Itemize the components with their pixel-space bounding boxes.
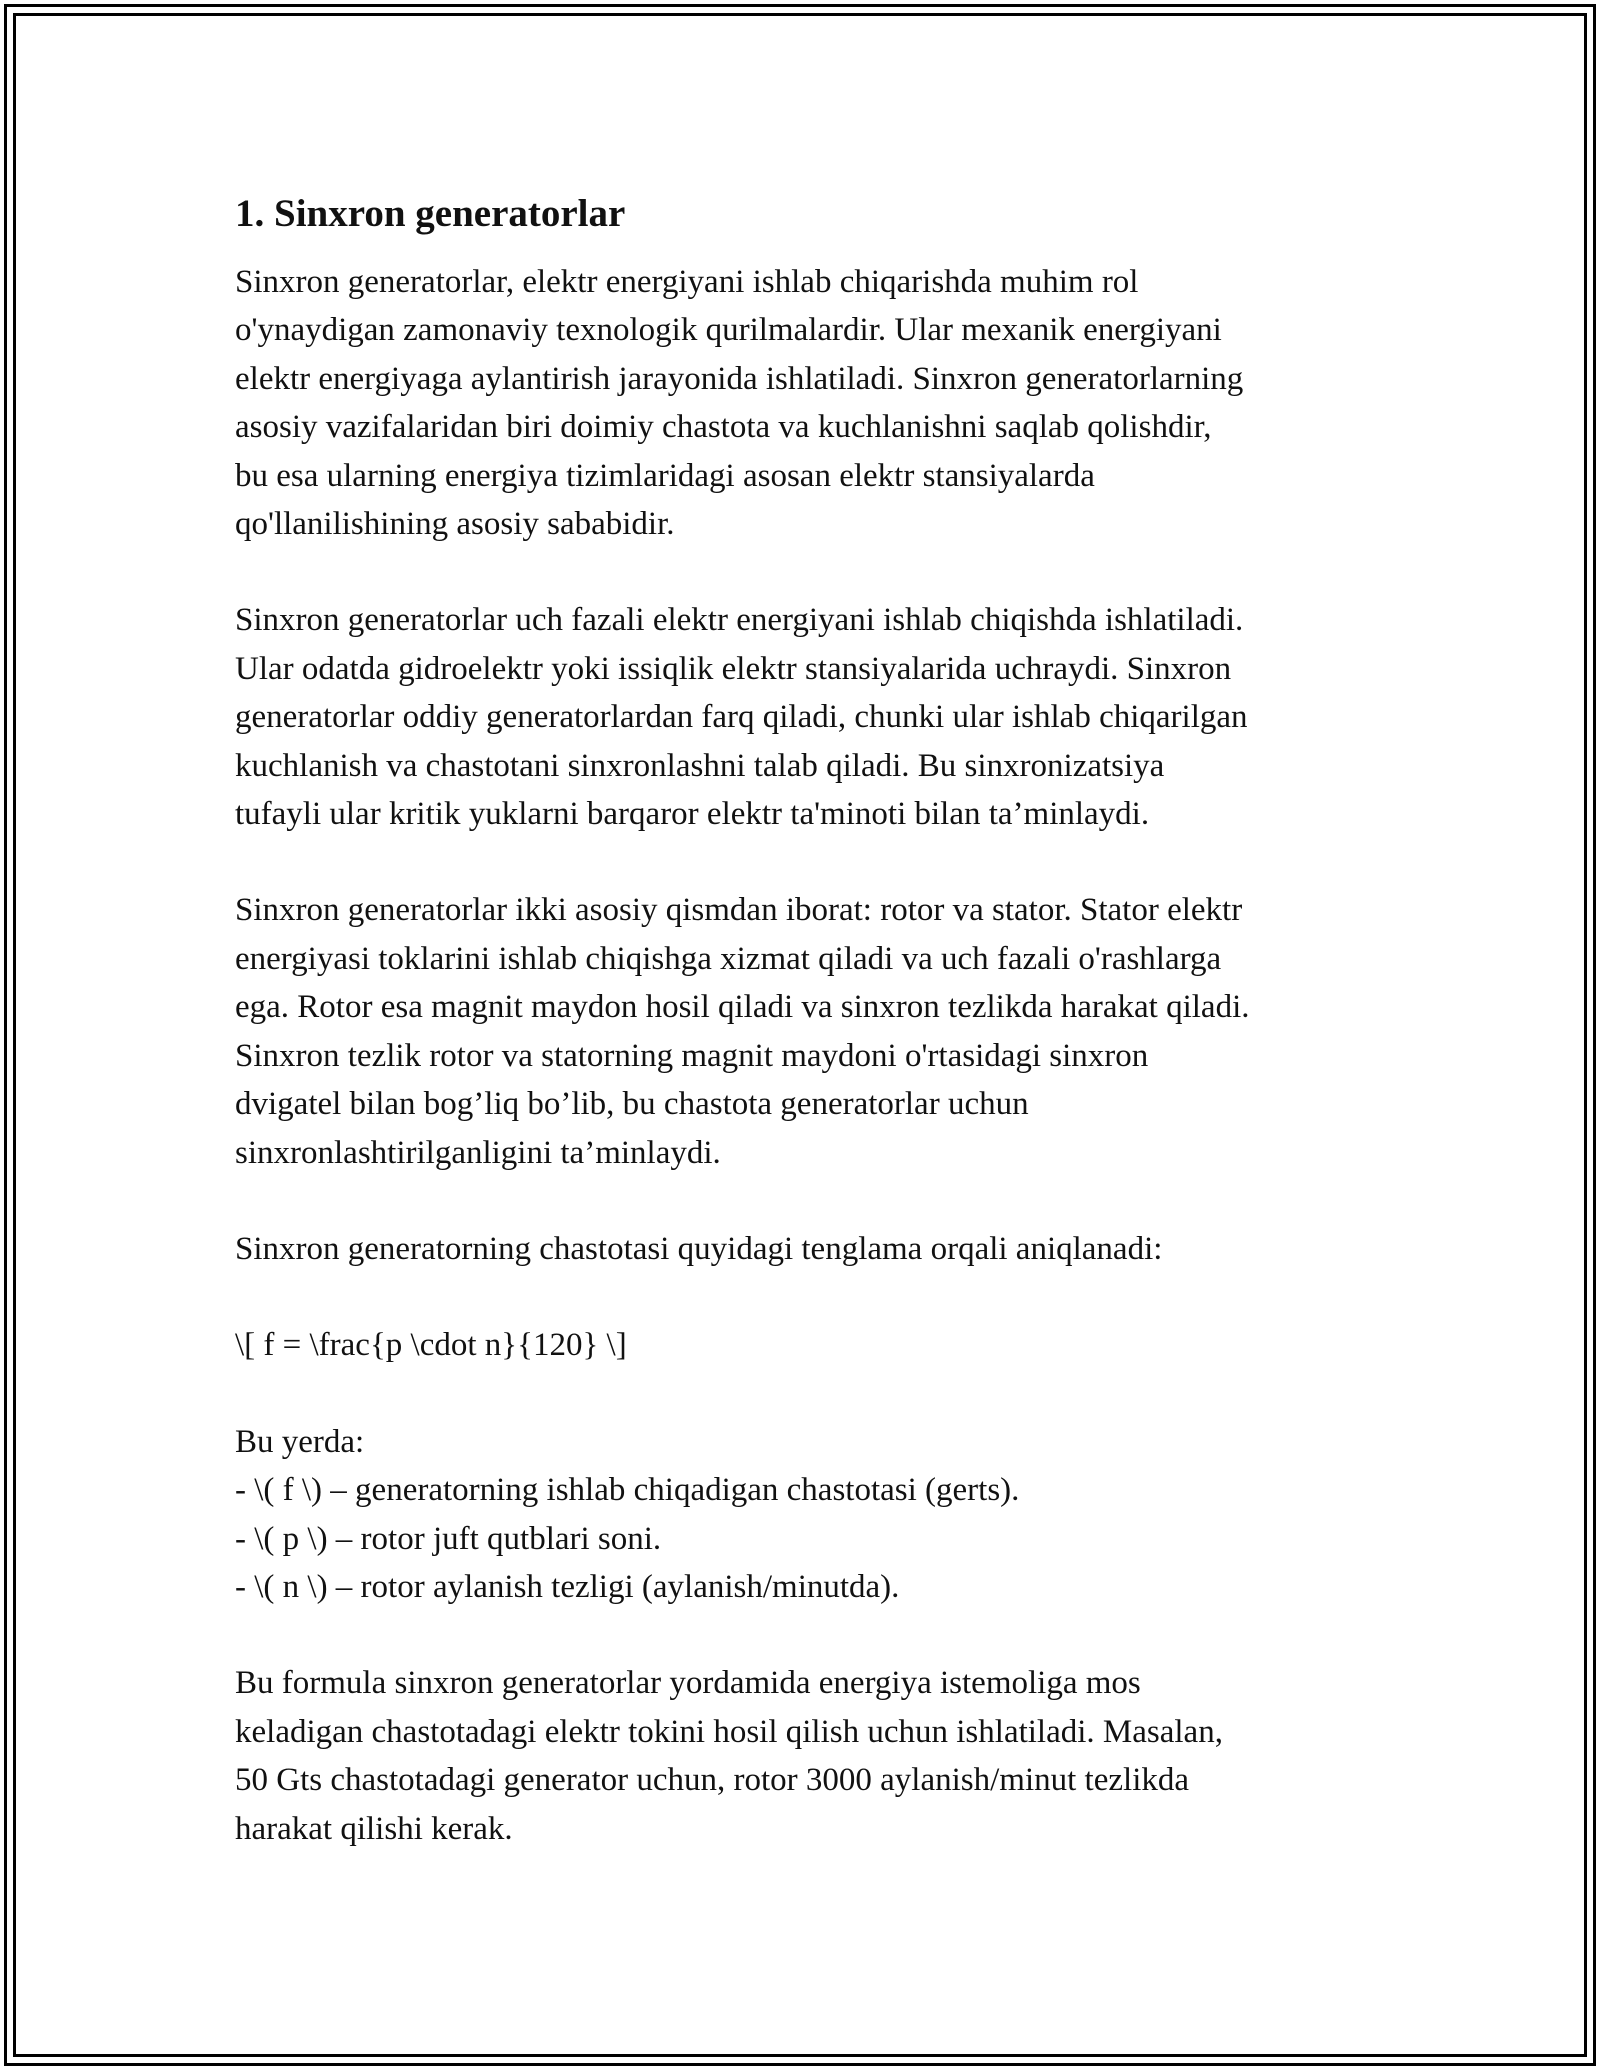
text-line: ega. Rotor esa magnit maydon hosil qiladi va sinxron tezlikda harakat qiladi. xyxy=(235,989,1250,1026)
text-line: sinxronlashtirilganligini ta’minlaydi. xyxy=(235,1134,721,1171)
paragraph-intro xyxy=(235,258,1385,548)
text-line: elektr energiyaga aylantirish jarayonida ishlatiladi. Sinxron generatorlarning xyxy=(235,360,1244,397)
text-line: bu esa ularning energiya tizimlaridagi asosan elektr stansiyalarda xyxy=(235,457,1095,494)
list-item: - \( n \) – rotor aylanish tezligi (aylanish/minutda). xyxy=(235,1568,900,1605)
text-line: tufayli ular kritik yuklarni barqaror elektr ta'minoti bilan ta’minlaydi. xyxy=(235,796,1150,833)
text-line: harakat qilishi kerak. xyxy=(235,1810,513,1847)
paragraph-example xyxy=(235,1659,1385,1853)
list-item: - \( f \) – generatorning ishlab chiqadigan chastotasi (gerts). xyxy=(235,1472,1020,1509)
text-line: generatorlar oddiy generatorlardan farq qiladi, chunki ular ishlab chiqarilgan xyxy=(235,699,1248,736)
text-line: o'ynaydigan zamonaviy texnologik qurilmalardir. Ular mexanik energiyani xyxy=(235,312,1222,349)
text-line: Sinxron generatorlar, elektr energiyani ishlab chiqarishda muhim rol xyxy=(235,264,1139,300)
text-line: 50 Gts chastotadagi generator uchun, rotor 3000 aylanish/minut tezlikda xyxy=(235,1762,1190,1799)
formula xyxy=(235,1321,1385,1369)
section-title: 1. Sinxron generatorlar xyxy=(235,192,626,235)
formula-text: \[ f = \frac{p \cdot n}{120} \] xyxy=(235,1327,627,1364)
text-line: Bu formula sinxron generatorlar yordamida energiya istemoliga mos xyxy=(235,1665,1141,1702)
text-line: Sinxron tezlik rotor va statorning magnit maydoni o'rtasidagi sinxron xyxy=(235,1037,1149,1074)
paragraph-three-phase xyxy=(235,596,1385,838)
text-line: Sinxron generatorlar ikki asosiy qismdan iborat: rotor va stator. Stator elektr xyxy=(235,892,1243,929)
text-line: kuchlanish va chastotani sinxronlashni talab qiladi. Bu sinxronizatsiya xyxy=(235,747,1165,784)
text-line: Sinxron generatorning chastotasi quyidagi tenglama orqali aniqlanadi: xyxy=(235,1230,1163,1267)
paragraph-frequency-intro xyxy=(235,1225,1385,1273)
text-line: Sinxron generatorlar uch fazali elektr energiyani ishlab chiqishda ishlatiladi. xyxy=(235,602,1244,639)
paragraph-rotor-stator xyxy=(235,886,1385,1176)
text-line: Bu yerda: xyxy=(235,1423,365,1460)
list-item: - \( p \) – rotor juft qutblari soni. xyxy=(235,1520,662,1557)
text-line: keladigan chastotadagi elektr tokini hosil qilish uchun ishlatiladi. Masalan, xyxy=(235,1713,1223,1750)
text-line: energiyasi toklarini ishlab chiqishga xizmat qiladi va uch fazali o'rashlarga xyxy=(235,940,1222,977)
paragraph-definitions xyxy=(235,1418,1385,1612)
text-line: asosiy vazifalaridan biri doimiy chastota va kuchlanishni saqlab qolishdir, xyxy=(235,409,1212,446)
text-line: Ular odatda gidroelektr yoki issiqlik elektr stansiyalarida uchraydi. Sinxron xyxy=(235,650,1232,687)
document-body xyxy=(235,190,1385,1901)
text-line: dvigatel bilan bog’liq bo’lib, bu chastota generatorlar uchun xyxy=(235,1086,1029,1123)
text-line: qo'llanilishining asosiy sababidir. xyxy=(235,506,675,543)
